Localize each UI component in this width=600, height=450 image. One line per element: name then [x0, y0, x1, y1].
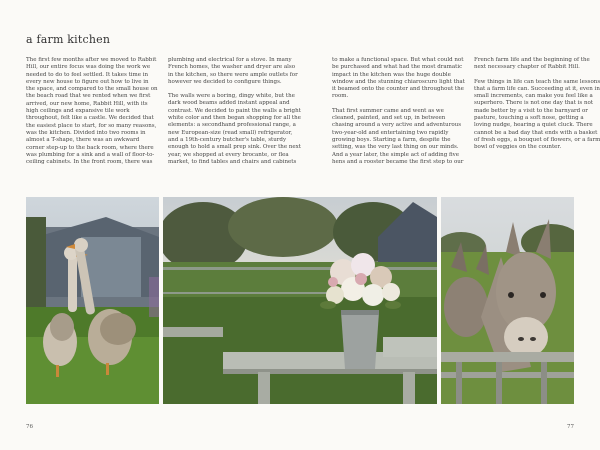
paragraph: The first few months after we moved to Rabbit Hill, our entire focus was doing the work we needed to do to feel settled. It takes time in every new house to figure out how to live in the space, and compared to the small house on the beach road that we rented when we first arrived, our new home, Rabbit Hill, with its high ceilings and expansive tile work throughout, felt like a castle. We decided that the easiest place to start, for so many reasons, was the kitchen. Divided into two rooms in almost a T-shape, there was an awkward corner step-up to the back room, where there was plumbing for a sink and a wall of floor-to-ceiling cabinets. In the front room, there was	[26, 57, 158, 166]
paragraph: plumbing and electrical for a stove. In many French homes, the washer and dryer are also in the kitchen, so there were ample outlets for however we decided to configure things.	[168, 57, 298, 85]
text-column-4	[474, 57, 600, 159]
paragraph: That first summer came and went as we cleaned, painted, and set up, in between chasing around a very active and adventurous two-year-old and entertaining two rapidly growing boys. Starting a farm, despite the setting, was the very last thing on our minds. And a year later, the simple act of adding five hens and a rooster became the first step to our	[332, 107, 464, 165]
section-heading: a farm kitchen	[26, 33, 111, 46]
paragraph: French farm life and the beginning of the next necessary chapter of Rabbit Hill.	[474, 57, 590, 71]
paragraph: to make a functional space. But what could not be purchased and what had the most dramatic impact in the kitchen was the huge double window and the stunning chiaroscuro light that it beamed onto the counter and throughout the room.	[332, 57, 465, 100]
paragraph: The walls were a boring, dingy white, but the dark wood beams added instant appeal and contrast. We decided to paint the walls a bright white color and then began shopping for all the elements: a secondhand professional range, a new European-size (read small) refrigerator, and a 19th-century butcher's table, sturdy enough to hold a small prep sink. Over the next year, we shopped at every brocante, or flea market, to find tables and chairs and cabinets	[168, 93, 301, 165]
page-number-left: 76	[26, 424, 33, 430]
paragraph: Few things in life can teach the same lessons that a farm life can. Succeeding at it, even in small increments, can make you feel like a superhero. There is not one day that is not made better by a visit to the barnyard or pasture, touching a soft nose, getting a loving nudge, hearing a quiet cluck. There cannot be a bad day that ends with a basket of fresh eggs, a bouquet of flowers, or a farm bowl of veggies on the counter.	[474, 78, 600, 151]
text-column-3	[332, 57, 465, 173]
donkeys-photo	[441, 197, 574, 404]
text-column-1	[26, 57, 159, 173]
text-column-2	[168, 57, 301, 173]
page-number-right: 77	[567, 424, 574, 430]
geese-photo	[26, 197, 159, 404]
flowers-in-bucket-photo	[163, 197, 437, 404]
